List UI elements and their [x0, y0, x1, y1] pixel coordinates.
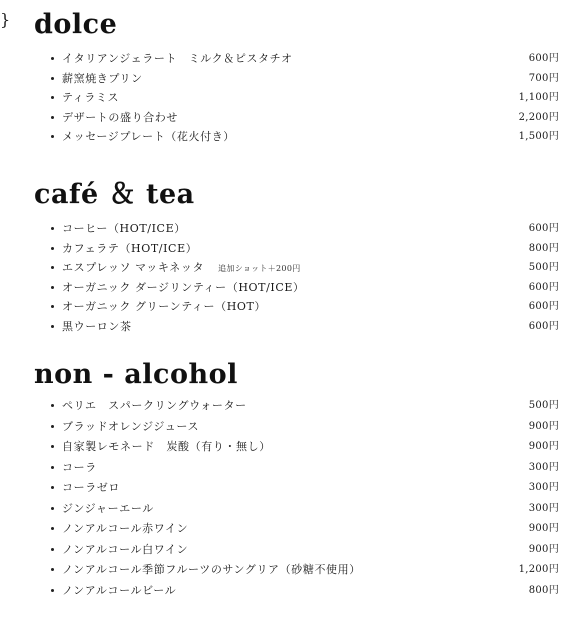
bullet-icon	[51, 116, 54, 119]
menu-item	[0, 259, 587, 279]
item-name: ノンアルコール白ワイン	[62, 542, 189, 556]
item-name: オーガニック ダージリンティー（HOT/ICE）	[62, 280, 305, 294]
item-price: 800円	[528, 242, 559, 254]
bullet-icon	[51, 325, 54, 328]
menu-item	[0, 50, 587, 70]
item-price: 1,100円	[518, 92, 559, 103]
menu-item	[0, 298, 587, 318]
menu-item	[0, 318, 587, 338]
bullet-icon	[51, 247, 54, 250]
item-price: 600円	[528, 301, 559, 312]
menu-item	[0, 479, 587, 500]
menu-item	[0, 279, 587, 299]
item-name: メッセージプレート（花火付き）	[62, 130, 235, 143]
bullet-icon	[51, 286, 54, 289]
item-price: 300円	[528, 461, 559, 473]
item-price: 2,200円	[518, 111, 559, 123]
item-name: イタリアンジェラート ミルク＆ピスタチオ	[62, 52, 293, 65]
bullet-icon	[51, 589, 54, 592]
bullet-icon	[51, 404, 54, 407]
item-price: 600円	[528, 281, 559, 293]
item-name: オーガニック グリーンティー（HOT）	[62, 300, 267, 313]
item-price: 900円	[528, 523, 559, 534]
section-title: dolce	[34, 9, 118, 40]
menu-item	[0, 500, 587, 521]
bullet-icon	[51, 57, 54, 60]
item-price: 900円	[528, 543, 559, 555]
bullet-icon	[51, 77, 54, 80]
item-name: コーラ	[62, 460, 97, 474]
item-price: 300円	[528, 502, 559, 514]
section-title: non - alcohol	[34, 359, 238, 390]
item-name: 薪窯焼きプリン	[62, 71, 143, 85]
item-name: コーラゼロ	[62, 481, 120, 494]
item-note: 追加ショット＋200円	[218, 264, 301, 273]
menu-item	[0, 70, 587, 90]
menu-item	[0, 418, 587, 439]
item-name-text: エスプレッソ マッキネッタ	[62, 261, 205, 274]
item-price: 600円	[528, 320, 559, 332]
item-name: ペリエ スパークリングウォーター	[62, 399, 247, 412]
section-dolce: dolce イタリアンジェラート ミルク＆ピスタチオ 600円 薪窯焼きプリン 700円 ティラミス 1,100円 デザートの盛り合わせ 2,200円 メッセージプレート（花火付き） 1,500円 }	[0, 10, 587, 29]
item-price: 600円	[528, 53, 559, 64]
menu-item	[0, 128, 587, 148]
bullet-icon	[51, 486, 54, 489]
bullet-icon	[51, 305, 54, 308]
item-price: 1,200円	[518, 564, 559, 575]
item-price: 900円	[528, 441, 559, 452]
item-name: 黒ウーロン茶	[62, 319, 132, 333]
bullet-icon	[51, 548, 54, 551]
bullet-icon	[51, 266, 54, 269]
section-title: café ＆ tea	[34, 179, 195, 210]
bullet-icon	[51, 466, 54, 469]
item-price: 900円	[528, 420, 559, 432]
item-price: 800円	[528, 584, 559, 596]
item-price: 700円	[528, 72, 559, 84]
item-name: ノンアルコール赤ワイン	[62, 522, 189, 535]
item-name: ブラッドオレンジジュース	[62, 419, 200, 433]
item-name: デザートの盛り合わせ	[62, 110, 178, 124]
menu-item	[0, 582, 587, 603]
menu-item	[0, 240, 587, 260]
menu-item	[0, 541, 587, 562]
menu-item	[0, 520, 587, 541]
item-name: カフェラテ（HOT/ICE）	[62, 241, 198, 255]
menu-item	[0, 109, 587, 129]
bullet-icon	[51, 507, 54, 510]
bullet-icon	[51, 425, 54, 428]
bullet-icon	[51, 568, 54, 571]
bullet-icon	[51, 445, 54, 448]
bullet-icon	[51, 96, 54, 99]
menu-list	[0, 220, 587, 337]
bullet-icon	[51, 227, 54, 230]
menu-item	[0, 438, 587, 459]
item-price: 500円	[528, 400, 559, 411]
menu-item	[0, 89, 587, 109]
item-price: 600円	[528, 223, 559, 234]
item-price: 500円	[528, 262, 559, 273]
menu-item	[0, 220, 587, 240]
item-price: 300円	[528, 482, 559, 493]
item-name: 自家製レモネード 炭酸（有り・無し）	[62, 440, 271, 453]
item-name: ティラミス	[62, 91, 120, 104]
bullet-icon	[51, 135, 54, 138]
item-name: ジンジャーエール	[62, 501, 154, 515]
menu-list	[0, 397, 587, 602]
menu-list	[0, 50, 587, 148]
item-name	[62, 259, 301, 277]
menu-item	[0, 459, 587, 480]
item-price: 1,500円	[518, 131, 559, 142]
menu-item	[0, 561, 587, 582]
item-name: コーヒー（HOT/ICE）	[62, 222, 186, 235]
bullet-icon	[51, 527, 54, 530]
menu-item	[0, 397, 587, 418]
item-name: ノンアルコール季節フルーツのサングリア（砂糖不使用）	[62, 563, 361, 576]
item-name: ノンアルコールビール	[62, 583, 177, 597]
